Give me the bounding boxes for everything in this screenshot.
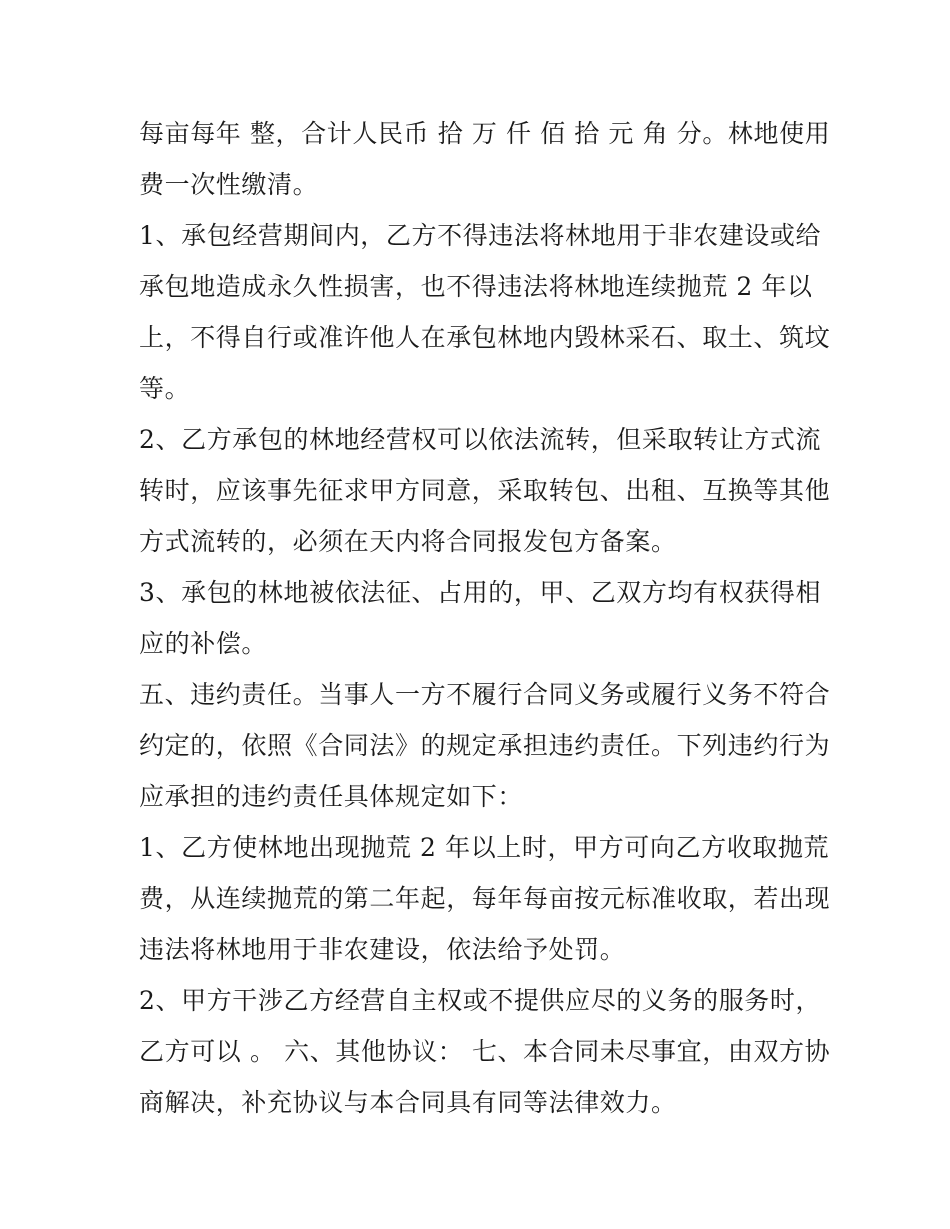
text-line: 2、甲方干涉乙方经营自主权或不提供应尽的义务的服务时， [139, 986, 822, 1015]
text-line: 应的补偿。 [139, 629, 268, 658]
text-line: 3、承包的林地被依法征、占用的，甲、乙双方均有权获得相 [139, 578, 822, 607]
text-line: 每亩每年 整，合计人民币 拾 万 仟 佰 拾 元 角 分。林地使用 [139, 119, 831, 148]
text-line: 上，不得自行或准许他人在承包林地内毁林采石、取土、筑坟 [139, 323, 831, 352]
text-line: 商解决，补充协议与本合同具有同等法律效力。 [139, 1088, 677, 1117]
text-line: 费，从连续抛荒的第二年起，每年每亩按元标准收取，若出现 [139, 884, 831, 913]
text-line: 方式流转的，必须在天内将合同报发包方备案。 [139, 527, 677, 556]
text-line: 1、乙方使林地出现抛荒 2 年以上时，甲方可向乙方收取抛荒 [139, 833, 830, 862]
text-line: 乙方可以 。 六、其他协议： 七、本合同未尽事宜，由双方协 [139, 1037, 831, 1066]
text-line: 2、乙方承包的林地经营权可以依法流转，但采取转让方式流 [139, 425, 822, 454]
document-body [139, 108, 831, 1128]
text-line: 违法将林地用于非农建设，依法给予处罚。 [139, 935, 626, 964]
text-line: 转时，应该事先征求甲方同意，采取转包、出租、互换等其他 [139, 476, 831, 505]
text-line: 五、违约责任。当事人一方不履行合同义务或履行义务不符合 [139, 680, 831, 709]
text-line: 承包地造成永久性损害，也不得违法将林地连续抛荒 2 年以 [139, 272, 813, 301]
text-line: 约定的，依照《合同法》的规定承担违约责任。下列违约行为 [139, 731, 831, 760]
text-line: 应承担的违约责任具体规定如下： [139, 782, 524, 811]
text-line: 1、承包经营期间内，乙方不得违法将林地用于非农建设或给 [139, 221, 822, 250]
text-line: 费一次性缴清。 [139, 170, 319, 199]
text-line: 等。 [139, 374, 191, 403]
